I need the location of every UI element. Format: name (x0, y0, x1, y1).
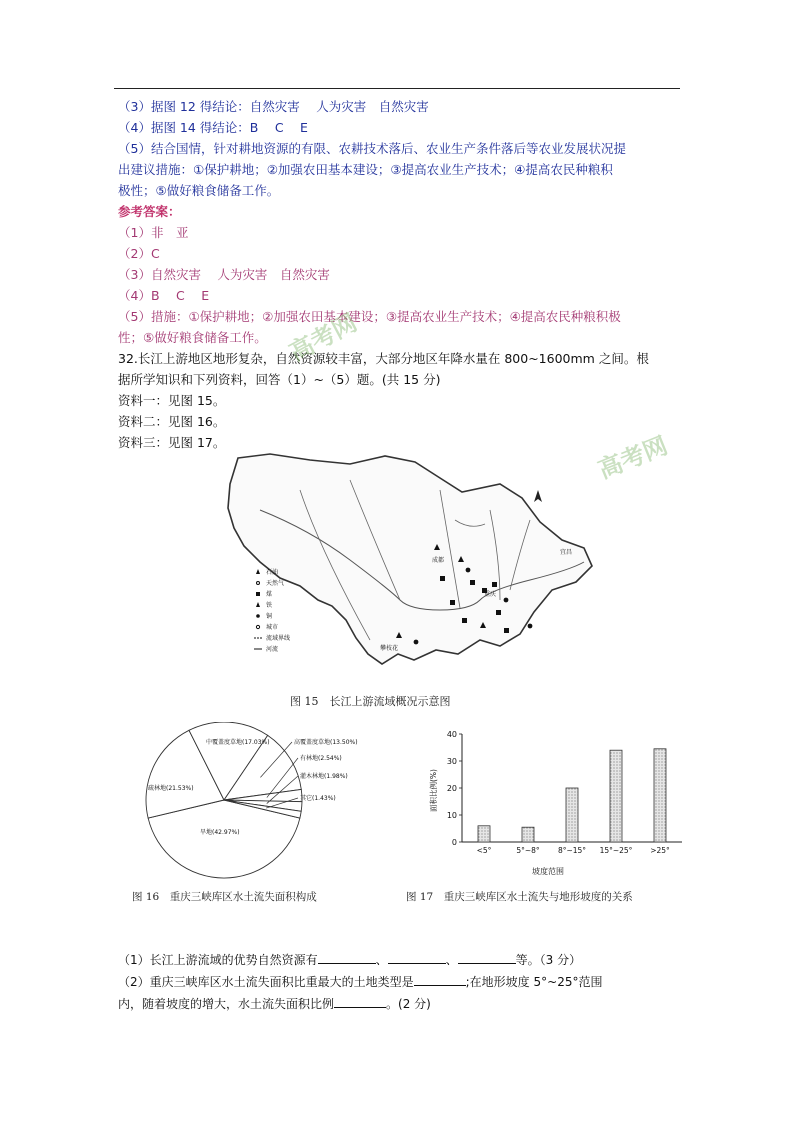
map-place-label: 重庆 (484, 591, 497, 598)
fig17-caption: 图 17 重庆三峡库区水土流失与地形坡度的关系 (406, 891, 633, 903)
legend-label: 煤 (266, 591, 273, 598)
sub2-text: （2）重庆三峡库区水土流失面积比重最大的土地类型是 (118, 975, 414, 989)
sub1-sep: 、 (445, 953, 458, 967)
y-tick-label: 0 (451, 838, 457, 847)
pie-label: 其它(1.43%) (300, 795, 336, 802)
q31-part3: （3）据图 12 得结论：自然灾害 人为灾害 自然灾害 (118, 99, 429, 114)
sub1-text: （1）长江上游流域的优势自然资源有 (118, 953, 318, 967)
sub2-text: 。(2 分) (386, 997, 431, 1011)
material-2: 资料二：见图 16。 (118, 414, 226, 429)
basin-boundary (228, 454, 592, 664)
q32-sub2-line1 (118, 972, 602, 992)
answer-5-line1: （5）措施：①保护耕地；②加强农田基本建设；③提高农业生产技术；④提高农民种粮积极 (118, 309, 621, 324)
bar (522, 827, 534, 842)
answer-2: （2）C (118, 246, 160, 261)
q32-sub1 (118, 950, 581, 970)
q31-part5-line1: （5）结合国情，针对耕地资源的有限、农耕技术落后、农业生产条件落后等农业发展状况提 (118, 141, 626, 156)
map-north-arrow (534, 490, 542, 502)
answer-3: （3）自然灾害 人为灾害 自然灾害 (118, 267, 330, 282)
answer-4: （4）B C E (118, 288, 210, 303)
answer-5-line2: 性；⑤做好粮食储备工作。 (118, 330, 267, 345)
y-tick-label: 10 (446, 811, 457, 820)
q32-intro-line1: 32.长江上游地区地形复杂，自然资源较丰富，大部分地区年降水量在 800~1600mm 之间。根 (118, 351, 649, 366)
legend-label: 河流 (266, 646, 279, 653)
fig17-bar-chart (400, 722, 690, 912)
fig15-caption: 图 15 长江上游流域概况示意图 (290, 695, 451, 708)
answer-blank[interactable] (334, 995, 386, 1008)
x-tick-label: 15°~25° (599, 846, 633, 855)
sub1-sep: 、 (375, 953, 388, 967)
x-tick-label: 5°~8° (516, 846, 540, 855)
map-legend (254, 568, 290, 653)
y-axis-label: 面积比例(%) (429, 769, 438, 812)
q31-part5-line2: 出建议措施：①保护耕地；②加强农田基本建设；③提高农业生产技术；④提高农民种粮积 (118, 162, 613, 177)
pie-label: 灌木林地(1.98%) (300, 773, 348, 780)
watermark: 高考网 (284, 308, 362, 367)
legend-label: 城市 (266, 624, 279, 631)
legend-label: 铁 (266, 602, 273, 609)
answer-blank[interactable] (388, 951, 446, 964)
pie-label: 有林地(2.54%) (300, 755, 342, 762)
pie-label: 旱地(42.97%) (200, 829, 240, 836)
sub2-text: 内，随着坡度的增大，水土流失面积比例 (118, 997, 335, 1011)
answer-1: （1）非 亚 (118, 225, 189, 240)
sub1-text: 等。（3 分） (515, 953, 582, 967)
bar (566, 788, 578, 842)
bars (477, 749, 670, 855)
legend-label: 流域界线 (266, 635, 291, 642)
fig15-map (200, 450, 620, 715)
x-tick-label: 8°~15° (557, 846, 587, 855)
material-1: 资料一：见图 15。 (118, 393, 226, 408)
bar (478, 826, 490, 842)
answer-blank[interactable] (414, 973, 466, 986)
x-tick-label: >25° (650, 846, 670, 855)
q31-part4: （4）据图 14 得结论：B C E (118, 120, 308, 135)
bar (610, 750, 622, 842)
x-tick-label: <5° (476, 846, 492, 855)
legend-label: 铜 (266, 613, 273, 620)
pie-label: 高覆盖度草地(13.50%) (294, 739, 358, 746)
y-tick-label: 20 (446, 784, 457, 793)
fig16-caption: 图 16 重庆三峡库区水土流失面积构成 (132, 891, 317, 903)
q32-intro-line2: 据所学知识和下列资料，回答（1）~（5）题。(共 15 分) (118, 372, 441, 387)
answer-blank[interactable] (458, 951, 516, 964)
y-tick-label: 30 (446, 757, 457, 766)
watermark: 高考网 (594, 431, 672, 485)
answer-blank[interactable] (318, 951, 376, 964)
pie-label: 疏林地(21.53%) (148, 785, 194, 792)
pie-label: 中覆盖度草地(17.03%) (206, 739, 270, 746)
material-3: 资料三：见图 17。 (118, 435, 226, 450)
q32-sub2-line2 (118, 994, 431, 1014)
y-tick-label: 40 (446, 730, 457, 739)
header-rule (114, 88, 680, 89)
map-place-label: 宜昌 (560, 549, 573, 556)
sub2-text: ;在地形坡度 5°~25°范围 (465, 975, 603, 989)
map-place-label: 攀枝花 (380, 645, 399, 652)
x-axis-label: 坡度范围 (532, 867, 564, 876)
map-place-label: 成都 (432, 557, 445, 564)
q31-part5-line3: 极性；⑤做好粮食储备工作。 (118, 183, 280, 198)
legend-label: 石油 (266, 569, 279, 576)
bar (654, 749, 666, 842)
fig16-pie-chart (124, 722, 384, 912)
answers-heading: 参考答案： (118, 204, 181, 219)
legend-label: 天然气 (266, 580, 285, 587)
